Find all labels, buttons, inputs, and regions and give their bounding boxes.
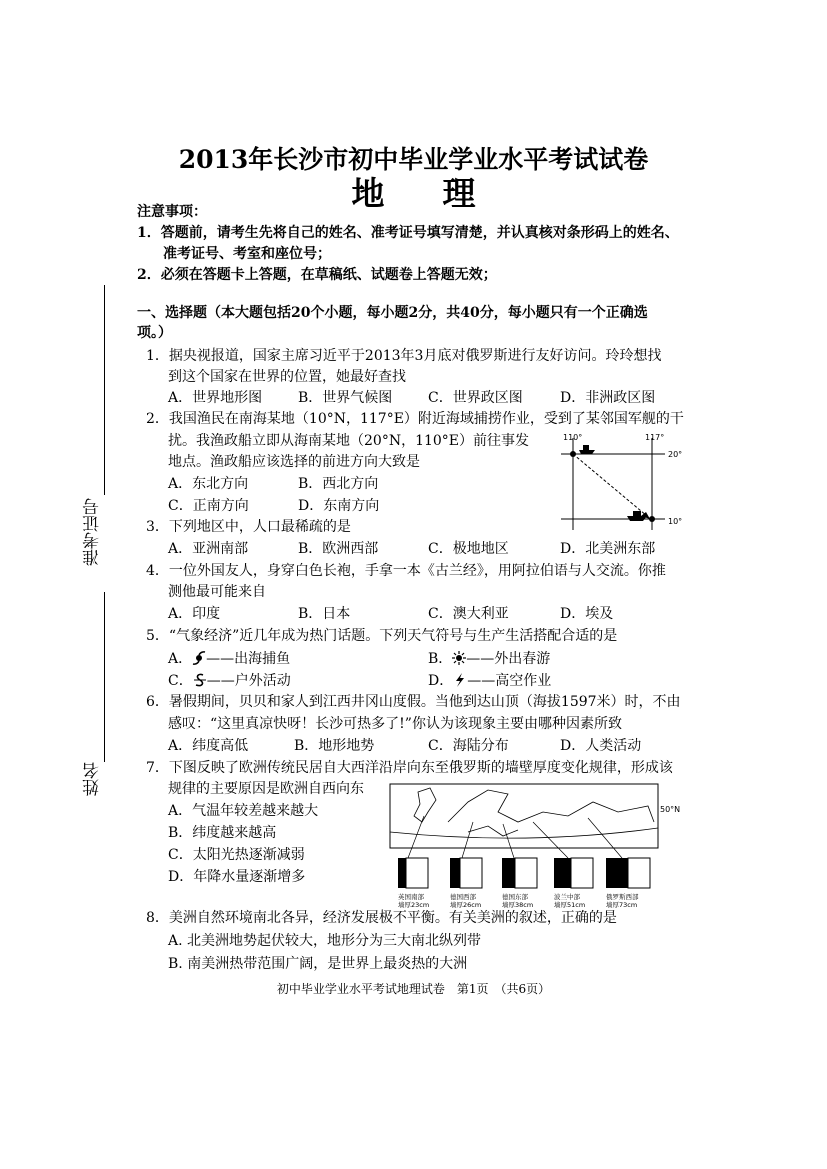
section-heading: 一、选择题（本大题包括20个小题，每小题2分，共40分，每小题只有一个正确选: [137, 305, 648, 321]
typhoon-icon: [192, 651, 206, 665]
option-text: ——外出春游: [466, 651, 551, 667]
option-a: A．气温年较差越来越大: [168, 803, 319, 819]
wall-region: 德国东部: [502, 893, 528, 901]
binding-line: [104, 592, 105, 762]
navigation-figure: [555, 430, 695, 535]
wall-region: 俄罗斯西部: [606, 893, 639, 901]
wall-block: [554, 858, 593, 888]
question-stem: 到这个国家在世界的位置，她最好查找: [168, 369, 406, 385]
section-heading: 项。）: [137, 325, 172, 341]
option-b: [428, 648, 550, 670]
option-text: ——出海捕鱼: [206, 651, 291, 667]
name-label: 姓名: [83, 762, 103, 796]
question-stem: 5．“气象经济”近几年成为热门话题。下列天气符号与生产生活搭配合适的是: [146, 628, 618, 644]
question-stem: 规律的主要原因是欧洲自西向东: [168, 781, 364, 797]
exam-title: 2013年长沙市初中毕业学业水平考试试卷: [178, 145, 649, 174]
question-stem: 测他最可能来自: [168, 584, 266, 600]
wall-region: 波兰中部: [554, 893, 580, 901]
europe-wall-figure: [378, 782, 681, 912]
option-b: B. 南美洲热带范围广阔，是世界上最炎热的大洲: [168, 956, 468, 972]
option-d: D．埃及: [560, 606, 614, 622]
note-item: 1．答题前，请考生先将自己的姓名、准考证号填写清楚，并认真核对条形码上的姓名、: [137, 225, 679, 241]
option-d: D．人类活动: [560, 738, 642, 754]
lat-top-label: 20°: [668, 450, 683, 459]
option-b: B．西北方向: [298, 476, 379, 492]
option-c: C．正南方向: [168, 498, 249, 514]
option-b: B．日本: [298, 606, 351, 622]
lon-right-label: 117°: [645, 433, 665, 442]
subject-title: 地理: [351, 174, 534, 213]
option-text: ——户外活动: [206, 673, 291, 689]
wall-block: [450, 858, 482, 888]
question-stem: 6．暑假期间，贝贝和家人到江西井冈山度假。当他到达山顶（海拔1597米）时，不由: [146, 694, 681, 710]
option-c: [168, 670, 291, 692]
lat-label: 50°N: [660, 805, 681, 814]
question-stem: 8．美洲自然环境南北各异，经济发展极不平衡。有关美洲的叙述，正确的是: [146, 910, 617, 926]
end-point: [649, 516, 655, 522]
option-letter: D．: [428, 673, 454, 689]
wall-region: 英国南部: [398, 893, 424, 901]
option-d: D．北美洲东部: [560, 541, 656, 557]
page-footer: 初中毕业学业水平考试地理试卷 第1页 （共6页）: [276, 982, 551, 996]
exam-number-label: 准考证号: [83, 498, 103, 566]
option-a: A．世界地形图: [168, 390, 263, 406]
question-stem: 1．据央视报道，国家主席习近平于2013年3月底对俄罗斯进行友好访问。玲玲想找: [146, 348, 662, 364]
option-b: B．纬度越来越高: [168, 825, 277, 841]
wall-thickness: 墙厚26cm: [450, 901, 482, 909]
option-text: ——高空作业: [467, 673, 552, 689]
option-c: C．极地地区: [428, 541, 509, 557]
binding-line: [104, 285, 105, 495]
option-a: A. 北美洲地势起伏较大，地形分为三大南北纵列带: [168, 933, 482, 949]
option-d: D．非洲政区图: [560, 390, 656, 406]
wall-thickness: 墙厚23cm: [398, 901, 430, 909]
option-letter: A．: [168, 651, 193, 667]
wall-block: [502, 858, 537, 888]
option-d: [428, 670, 551, 692]
option-a: A．纬度高低: [168, 738, 249, 754]
option-letter: C．: [168, 673, 193, 689]
sandstorm-icon: [193, 673, 207, 687]
option-b: B．地形地势: [294, 738, 375, 754]
option-c: C．海陆分布: [428, 738, 509, 754]
option-b: B．欧洲西部: [298, 541, 379, 557]
note-item: 准考证号、考室和座位号；: [163, 246, 331, 262]
wall-region: 德国西部: [450, 893, 476, 901]
question-stem: 3．下列地区中，人口最稀疏的是: [146, 519, 351, 535]
wall-block: [606, 858, 650, 888]
notes-heading: 注意事项：: [137, 204, 207, 220]
lon-left-label: 110°: [563, 433, 583, 442]
option-c: C．太阳光热逐渐减弱: [168, 847, 305, 863]
option-letter: B．: [428, 651, 453, 667]
option-a: A．东北方向: [168, 476, 249, 492]
option-c: C．澳大利亚: [428, 606, 509, 622]
option-a: A．亚洲南部: [168, 541, 249, 557]
option-c: C．世界政区图: [428, 390, 523, 406]
question-stem: 7．下图反映了欧洲传统民居自大西洋沿岸向东至俄罗斯的墙壁厚度变化规律，形成该: [146, 760, 673, 776]
question-stem: 2．我国渔民在南海某地（10°N，117°E）附近海域捕捞作业，受到了某邻国军舰的干: [146, 411, 684, 427]
lat-bottom-label: 10°: [668, 517, 683, 526]
option-a: [168, 648, 290, 670]
option-d: D．东南方向: [298, 498, 380, 514]
start-point: [570, 451, 576, 457]
question-stem: 4．一位外国友人，身穿白色长袍，手拿一本《古兰经》，用阿拉伯语与人交流。你推: [146, 563, 666, 579]
route-line: [573, 454, 647, 516]
ship-icon: [579, 445, 595, 454]
question-stem: 地点。渔政船应该选择的前进方向大致是: [168, 454, 420, 470]
wall-thickness: 墙厚38cm: [502, 901, 534, 909]
question-stem: 扰。我渔政船立即从海南某地（20°N，110°E）前往事发: [168, 433, 530, 449]
wall-thickness: 墙厚73cm: [606, 901, 638, 909]
wall-block: [398, 858, 428, 888]
question-stem: 感叹：“这里真凉快呀！长沙可热多了!”你认为该现象主要由哪种因素所致: [168, 716, 622, 732]
sunny-icon: [452, 651, 466, 665]
wall-thickness: 墙厚51cm: [554, 901, 586, 909]
lightning-icon: [453, 673, 467, 687]
note-item: 2．必须在答题卡上答题，在草稿纸、试题卷上答题无效；: [137, 267, 497, 283]
warship-icon: [627, 511, 647, 521]
option-b: B．世界气候图: [298, 390, 393, 406]
option-d: D．年降水量逐渐增多: [168, 869, 306, 885]
option-a: A．印度: [168, 606, 221, 622]
